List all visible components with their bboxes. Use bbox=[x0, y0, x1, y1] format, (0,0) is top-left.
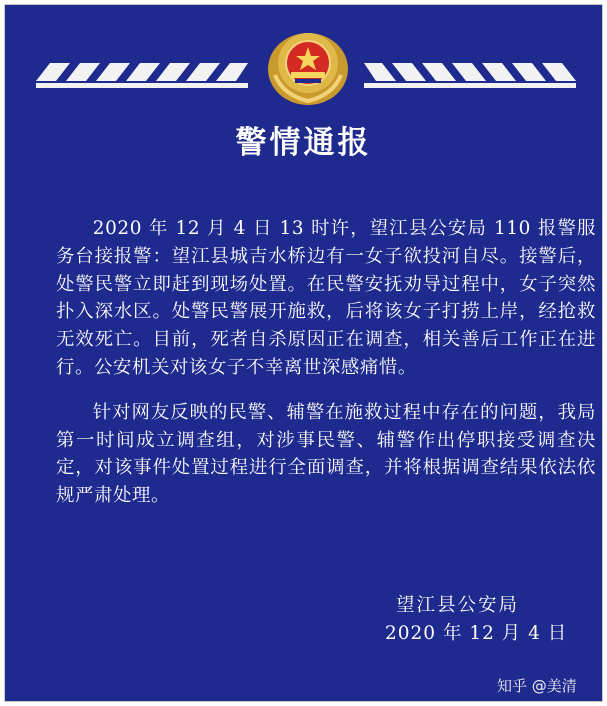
signature: 望江县公安局 bbox=[396, 595, 520, 616]
paragraph-investigation: 针对网友反映的民警、辅警在施救过程中存在的问题，我局第一时间成立调查组，对涉事民警、辅警作出停职接受调查决定，对该事件处置过程进行全面调查，并将根据调查结果依法依规严肃处理。 bbox=[56, 401, 596, 507]
police-emblem-icon bbox=[265, 25, 351, 107]
paragraph-incident: 2020 年 12 月 4 日 13 时许，望江县公安局 110 报警服务台接报警：望江县城吉水桥边有一女子欲投河自尽。接警后，处警民警立即赶到现场处置。在民警安抚劝导过程中，女子突然扑入深水区。处警民警展开施救，后将该女子打捞上岸，经抢救无效死亡。目前，死者自杀原因正在调查，相关善后工作正在进行。公安机关对该女子不幸离世深感痛惜。 bbox=[56, 218, 596, 378]
notice-panel bbox=[4, 4, 603, 702]
right-wing-stripes-icon bbox=[364, 57, 576, 91]
notice-body bbox=[56, 215, 596, 510]
notice-title: 警情通报 bbox=[235, 125, 372, 161]
signature-date: 2020 年 12 月 4 日 bbox=[385, 623, 568, 644]
watermark: 知乎 @美清 bbox=[497, 677, 577, 695]
left-wing-stripes-icon bbox=[36, 57, 248, 91]
